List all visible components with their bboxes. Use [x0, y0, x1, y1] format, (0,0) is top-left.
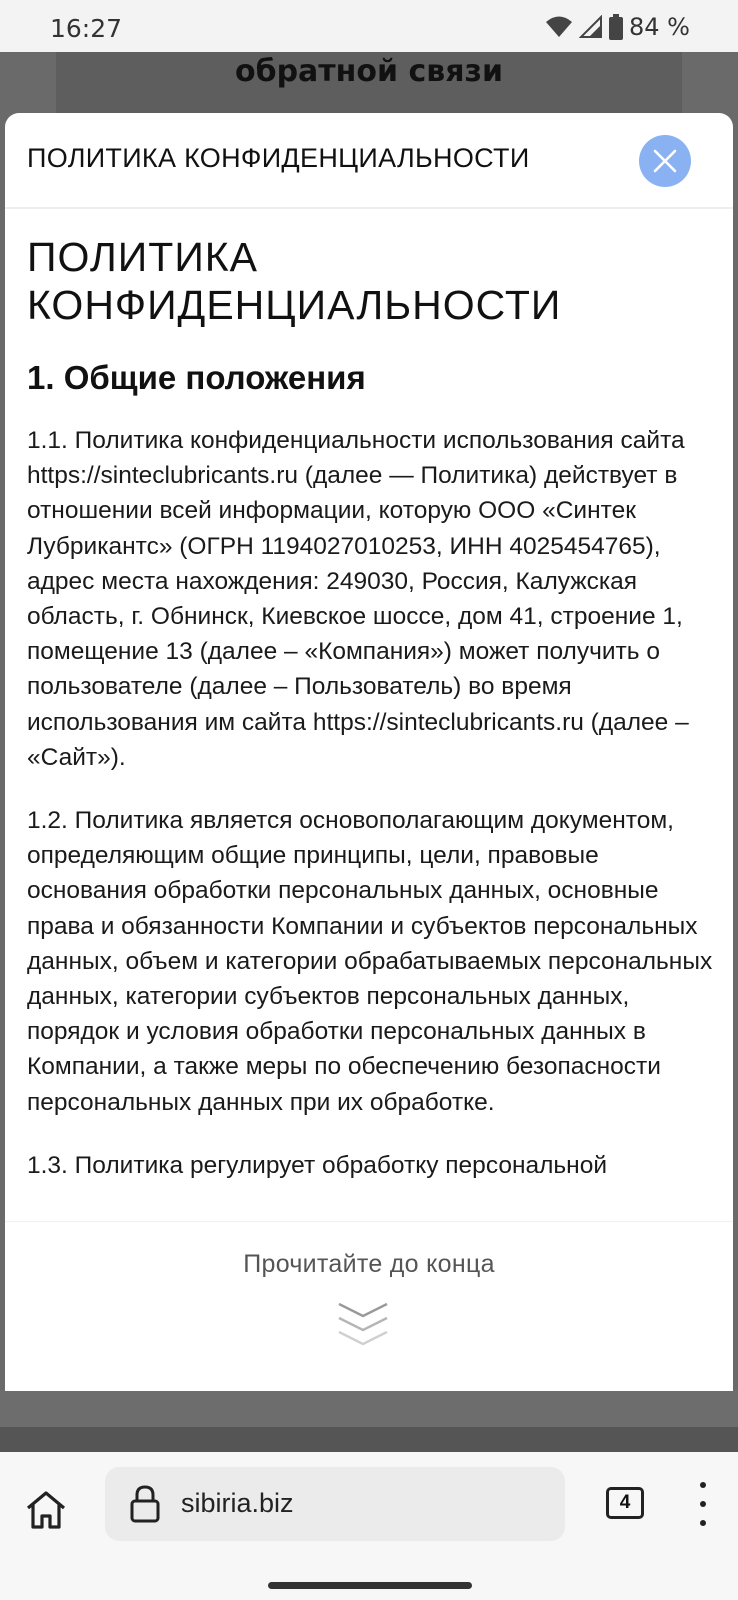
document-title-line1: ПОЛИТИКА	[27, 234, 259, 280]
privacy-policy-modal	[5, 113, 733, 1391]
document-title	[27, 233, 713, 329]
battery-icon	[609, 14, 623, 40]
policy-paragraph-1-3: 1.3. Политика регулирует обработку персональной	[27, 1151, 608, 1179]
tabs-button[interactable]	[606, 1487, 644, 1519]
modal-title: ПОЛИТИКА КОНФИДЕНЦИАЛЬНОСТИ	[27, 143, 530, 173]
status-time: 16:27	[50, 14, 123, 43]
status-bar	[0, 0, 738, 52]
modal-footer	[5, 1221, 733, 1391]
policy-paragraph-1-1: 1.1. Политика конфиденциальности использования сайта https://sinteclubricants.ru (далее — Политика) действует в отношении всей информации, которую ООО «Синтек Лубрикантс» (ОГРН 1194027010253, ИНН 4025454765), адрес места нахождения: 249030, Россия, Калужская область, г. Обнинск, Киевское шоссе, дом 41, строение 1, помещение 13 (далее – «Компания») может получить о пользователе (далее – Пользователь) во время использования им сайта https://sinteclubricants.ru (далее – «Сайт»).	[27, 427, 689, 771]
gesture-navigation-bar[interactable]	[268, 1582, 472, 1589]
background-band-dark	[0, 1427, 738, 1452]
modal-header	[5, 113, 733, 209]
policy-scroll-area[interactable]	[5, 211, 733, 1221]
more-menu-icon[interactable]	[695, 1482, 711, 1526]
close-button[interactable]	[639, 135, 691, 187]
home-icon[interactable]	[24, 1488, 68, 1532]
section-heading: 1. Общие положения	[27, 359, 366, 396]
close-icon	[653, 149, 677, 173]
read-to-end-label: Прочитайте до конца	[243, 1250, 495, 1278]
battery-percent: 84 %	[629, 13, 690, 41]
background-heading: обратной связи	[235, 54, 503, 89]
browser-toolbar	[0, 1452, 738, 1600]
status-icons	[545, 13, 690, 41]
policy-paragraph-1-2: 1.2. Политика является основополагающим документом, определяющим общие принципы, цели, правовые основания обработки персональных данных, основные права и обязанности Компании и субъектов персональных данных, объем и категории обрабатываемых персональных данных, категории субъектов персональных данных, порядок и условия обработки персональных данных в Компании, а также меры по обеспечению безопасности персональных данных при их обработке.	[27, 807, 713, 1116]
document-title-line2: КОНФИДЕНЦИАЛЬНОСТИ	[27, 282, 562, 328]
tab-count: 4	[619, 1492, 631, 1513]
url-text: sibiria.biz	[181, 1488, 294, 1518]
chevron-double-down-icon[interactable]	[337, 1300, 389, 1346]
lock-icon	[129, 1485, 161, 1523]
signal-icon	[579, 15, 603, 39]
wifi-icon	[545, 15, 573, 39]
address-bar[interactable]	[105, 1467, 565, 1541]
